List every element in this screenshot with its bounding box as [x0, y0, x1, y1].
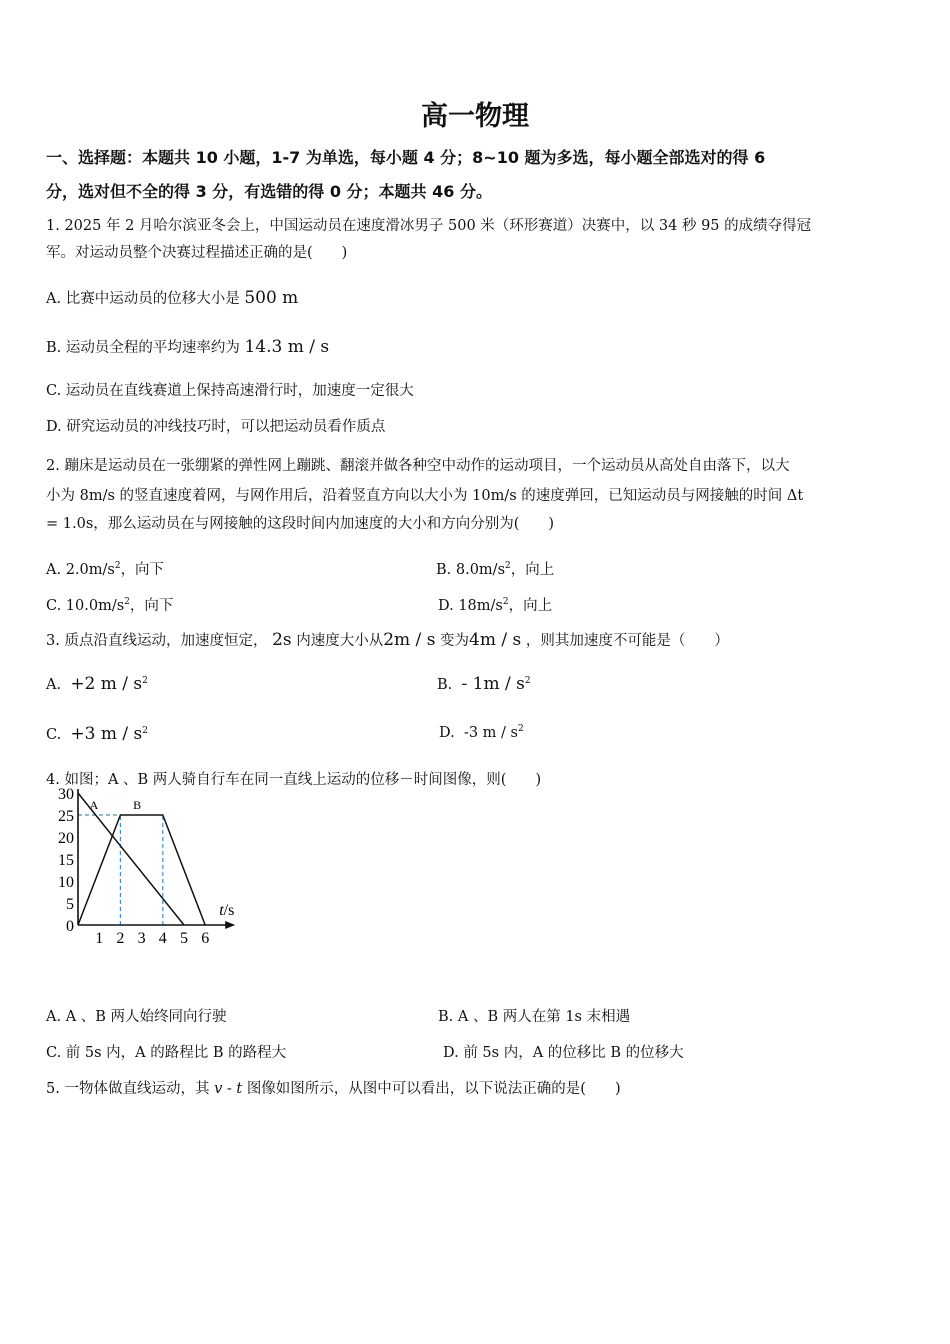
q3-option-c: [46, 724, 148, 744]
series-label-B: B: [133, 797, 142, 812]
chart-series: [78, 793, 205, 925]
q3-option-a-value: +2 m / s: [70, 674, 143, 694]
q3-stem-part1: 3. 质点沿直线运动，加速度恒定，: [46, 633, 268, 649]
q2-option-a-exp: 2: [114, 561, 121, 572]
q1-option-b-text: B. 运动员全程的平均速率约为: [46, 340, 240, 356]
q2-option-a: [46, 558, 164, 579]
series-line-B: [78, 815, 205, 925]
q1-option-d: D. 研究运动员的冲线技巧时，可以把运动员看作质点: [46, 419, 386, 435]
q2-stem-line2: 小为 8m/s 的竖直速度着网，与网作用后，沿着竖直方向以大小为 10m/s 的速度弹回，已知运动员与网接触的时间 Δt: [46, 488, 804, 504]
q1-option-b: [46, 336, 329, 357]
q3-option-c-label: C.: [46, 727, 62, 743]
q5-stem-part2: 图像如图所示，从图中可以看出，以下说法正确的是( ): [246, 1081, 621, 1097]
q3-time-value: 2s: [272, 630, 292, 650]
q2-option-c-direction: ，向下: [129, 598, 174, 614]
q3-option-d-exp: 2: [517, 724, 524, 734]
q1-stem-line2: 军。对运动员整个决赛过程描述正确的是( ): [46, 245, 348, 261]
y-tick-label: 25: [58, 808, 74, 825]
x-tick-label: 0: [66, 918, 74, 935]
q2-option-a-value: A. 2.0m/s: [46, 562, 115, 578]
q3-option-a: [46, 674, 148, 694]
q5-vt-symbol: v - t: [214, 1081, 243, 1097]
q1-stem-line1: 1. 2025 年 2 月哈尔滨亚冬会上，中国运动员在速度滑冰男子 500 米（环形赛道）决赛中，以 34 秒 95 的成绩夺得冠: [46, 218, 812, 234]
q2-option-b-exp: 2: [505, 561, 511, 572]
position-time-chart: [40, 782, 250, 952]
y-tick-label: 30: [58, 786, 74, 803]
q2-option-d-direction: ，向上: [508, 598, 553, 614]
q3-stem-part3: 变为: [440, 633, 470, 649]
q3-option-b-label: B.: [437, 677, 453, 693]
q3-option-b-exp: 2: [524, 676, 531, 687]
q4-option-d: D. 前 5s 内，A 的位移比 B 的位移大: [443, 1045, 684, 1061]
q4-stem: 4. 如图；A 、B 两人骑自行车在同一直线上运动的位移－时间图像，则( ): [46, 772, 542, 788]
chart-guides: [78, 815, 163, 925]
q2-option-b-value: B. 8.0m/s: [436, 562, 506, 578]
q5-stem-part1: 5. 一物体做直线运动，其: [46, 1081, 210, 1097]
q1-option-b-value: 14.3 m / s: [244, 337, 330, 357]
q4-option-c: C. 前 5s 内，A 的路程比 B 的路程大: [46, 1045, 287, 1061]
q3-stem-part2: 内速度大小从: [296, 633, 384, 649]
q2-option-c-exp: 2: [124, 597, 130, 608]
q3-option-c-exp: 2: [142, 726, 148, 737]
x-tick-label: 4: [158, 930, 167, 947]
x-tick-label: 1: [95, 930, 104, 947]
q2-stem-line1: 2. 蹦床是运动员在一张绷紧的弹性网上蹦跳、翻滚并做各种空中动作的运动项目，一个运动员从高处自由落下，以大: [46, 458, 790, 474]
section-heading-line2: 分，选对但不全的得 3 分，有选错的得 0 分；本题共 46 分。: [46, 182, 492, 201]
y-tick-label: 15: [58, 852, 74, 869]
x-axis-label: t/s: [219, 902, 235, 919]
x-tick-label: 6: [201, 930, 210, 947]
q2-option-d-exp: 2: [502, 597, 509, 608]
q1-option-a: [46, 287, 298, 308]
q4-option-a: A. A 、B 两人始终同向行驶: [46, 1009, 227, 1025]
q1-option-a-value: 500 m: [244, 288, 299, 308]
y-tick-label: 10: [58, 874, 74, 891]
x-tick-label: 2: [116, 930, 125, 947]
x-axis-arrow: [225, 921, 235, 929]
page-title: 高一物理: [421, 101, 529, 132]
q3-option-c-value: +3 m / s: [70, 724, 143, 744]
q2-option-c: [46, 594, 173, 615]
q5-stem: [46, 1077, 621, 1098]
chart-labels: [58, 786, 234, 947]
q2-option-a-direction: ，向下: [120, 562, 165, 578]
q4-option-b: B. A 、B 两人在第 1s 末相遇: [438, 1009, 631, 1025]
q2-option-d: [438, 594, 552, 615]
q1-option-a-text: A. 比赛中运动员的位移大小是: [46, 291, 240, 307]
q3-stem: [46, 629, 729, 650]
x-tick-label: 5: [180, 930, 188, 947]
series-label-A: A: [89, 797, 99, 812]
q3-initial-speed: 2m / s: [383, 630, 436, 650]
q3-final-speed: 4m / s: [469, 630, 522, 650]
series-line-A: [78, 793, 184, 925]
q3-option-b-value: - 1m / s: [461, 674, 525, 694]
q3-option-d: [439, 724, 524, 741]
q3-stem-part4: ，则其加速度不可能是（ ）: [525, 633, 729, 649]
q3-option-a-label: A.: [46, 677, 62, 693]
x-tick-label: 3: [137, 930, 146, 947]
q3-option-a-exp: 2: [142, 676, 148, 687]
q3-option-d-label: D.: [439, 724, 455, 741]
q3-option-d-value: -3 m / s: [463, 724, 518, 741]
q2-option-b-direction: ，向上: [510, 562, 555, 578]
q3-option-b: [437, 674, 531, 694]
chart-axes: [78, 789, 235, 929]
y-tick-label: 20: [58, 830, 74, 847]
y-tick-label: 5: [66, 896, 74, 913]
q2-option-b: [436, 558, 554, 579]
q2-stem-line3: = 1.0s，那么运动员在与网接触的这段时间内加速度的大小和方向分别为( ): [46, 516, 555, 532]
q1-option-c: C. 运动员在直线赛道上保持高速滑行时，加速度一定很大: [46, 383, 414, 399]
section-heading-line1: 一、选择题：本题共 10 小题，1-7 为单选，每小题 4 分；8~10 题为多选，每小题全部选对的得 6: [46, 148, 766, 167]
q2-option-c-value: C. 10.0m/s: [46, 598, 125, 614]
q2-option-d-value: D. 18m/s: [438, 598, 503, 614]
